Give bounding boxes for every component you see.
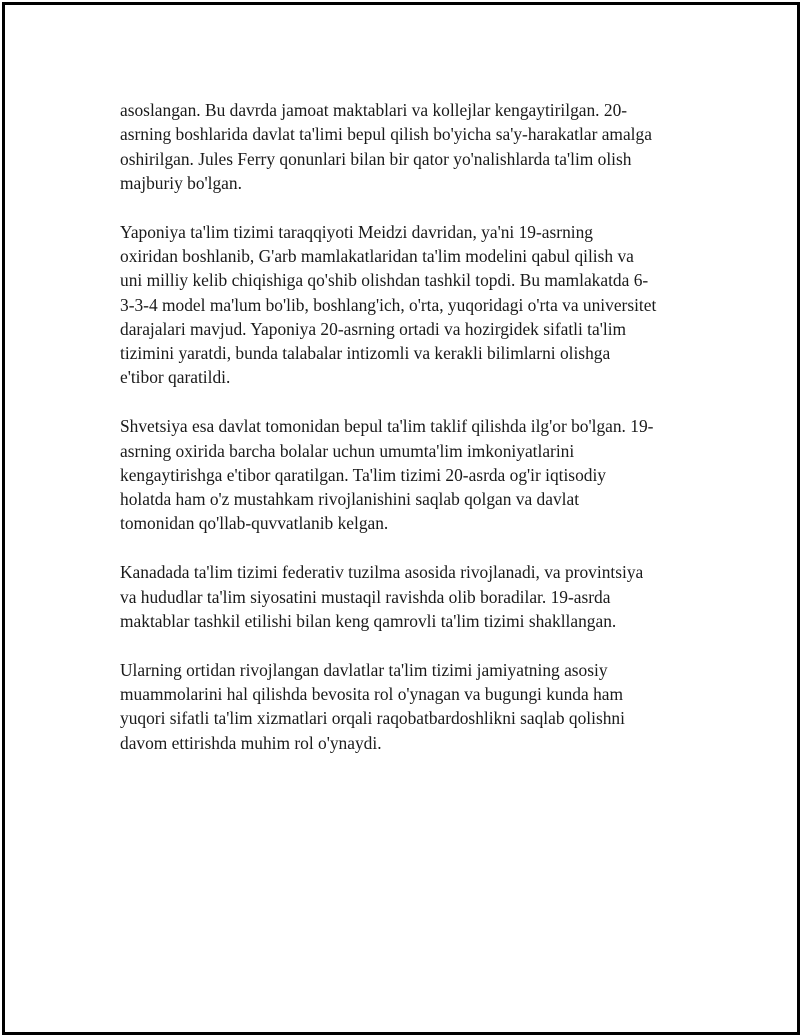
- text-line: maktablar tashkil etilishi bilan keng qamrovli ta'lim tizimi shakllangan.: [120, 610, 617, 631]
- text-line: darajalari mavjud. Yaponiya 20-asrning ortadi va hozirgidek sifatli ta'lim: [120, 318, 627, 339]
- document-body: [120, 98, 700, 779]
- paragraph-5: [120, 658, 700, 755]
- text-line: e'tibor qaratildi.: [120, 367, 231, 388]
- text-line: kengaytirishga e'tibor qaratilgan. Ta'lim tizimi 20-asrda og'ir iqtisodiy: [120, 464, 606, 485]
- text-line: asrning oxirida barcha bolalar uchun umumta'lim imkoniyatlarini: [120, 440, 575, 461]
- text-line: uni milliy kelib chiqishiga qo'shib olishdan tashkil topdi. Bu mamlakatda 6-: [120, 270, 649, 291]
- text-line: asoslangan. Bu davrda jamoat maktablari va kollejlar kengaytirilgan. 20-: [120, 100, 628, 120]
- text-line: yuqori sifatli ta'lim xizmatlari orqali raqobatbardoshlikni saqlab qolishni: [120, 708, 625, 729]
- text-line: Yaponiya ta'lim tizimi taraqqiyoti Meidzi davridan, ya'ni 19-asrning: [120, 221, 593, 242]
- text-line: Shvetsiya esa davlat tomonidan bepul ta'lim taklif qilishda ilg'or bo'lgan. 19-: [120, 416, 654, 437]
- text-line: majburiy bo'lgan.: [120, 172, 242, 193]
- text-line: tomonidan qo'llab-quvvatlanib kelgan.: [120, 513, 389, 534]
- text-line: tizimini yaratdi, bunda talabalar intizomli va kerakli bilimlarni olishga: [120, 343, 611, 364]
- text-line: muammolarini hal qilishda bevosita rol o'ynagan va bugungi kunda ham: [120, 683, 624, 704]
- text-line: va hududlar ta'lim siyosatini mustaqil ravishda olib boradilar. 19-asrda: [120, 586, 611, 607]
- page-frame: [2, 2, 800, 1035]
- text-line: holatda ham o'z mustahkam rivojlanishini saqlab qolgan va davlat: [120, 489, 580, 510]
- text-line: davom ettirishda muhim rol o'ynaydi.: [120, 732, 382, 753]
- paragraph-4: [120, 560, 700, 633]
- text-line: Ularning ortidan rivojlangan davlatlar ta'lim tizimi jamiyatning asosiy: [120, 659, 608, 680]
- text-line: oxiridan boshlanib, G'arb mamlakatlaridan ta'lim modelini qabul qilish va: [120, 245, 634, 266]
- text-line: oshirilgan. Jules Ferry qonunlari bilan bir qator yo'nalishlarda ta'lim olish: [120, 148, 632, 169]
- paragraph-2: [120, 220, 700, 390]
- text-line: Kanadada ta'lim tizimi federativ tuzilma asosida rivojlanadi, va provintsiya: [120, 562, 644, 583]
- text-line: asrning boshlarida davlat ta'limi bepul qilish bo'yicha sa'y-harakatlar amalga: [120, 124, 652, 145]
- text-line: 3-3-4 model ma'lum bo'lib, boshlang'ich, o'rta, yuqoridagi o'rta va universitet: [120, 294, 657, 315]
- paragraph-1: [120, 98, 700, 195]
- paragraph-3: [120, 414, 700, 535]
